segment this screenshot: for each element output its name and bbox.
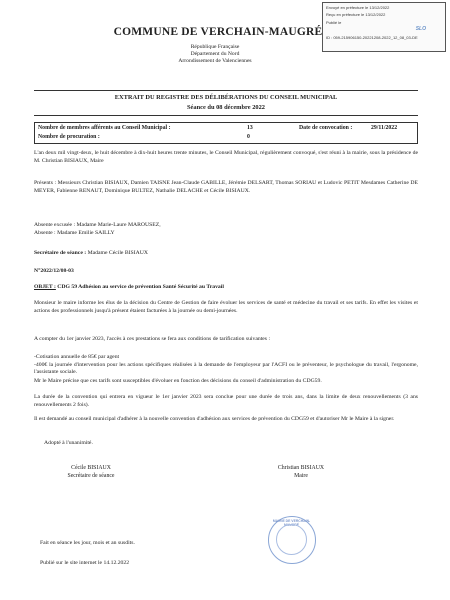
presents-paragraph [34,180,418,195]
secretaire-line [34,250,418,258]
excuse-label: Absente excusée : [34,222,76,228]
convocation-label: Date de convocation : [299,125,353,131]
body-paragraph-2: A compter du 1er janvier 2023, l'accès à ces prestations se fera aux conditions de tarification suivantes : [34,336,271,342]
objet-label: OBJET : [34,284,56,290]
mayor-name: Christian BISIAUX [277,465,325,471]
excuse-text: Madame Marie-Laure MAROUSEZ, [76,222,161,228]
absente-label: Absente : [34,230,56,236]
stamp-line: Reçu en préfecture le 13/12/2022 [326,12,386,18]
procuration-label: Nombre de procuration : [38,134,100,140]
absente-text: Madame Emilie SAILLY [57,230,115,236]
body-paragraph-1: Monsieur le maire informe les élus de la décision du Centre de Gestion de faire évoluer les services de santé et médecine du travail et ses tarifs. En effet les visites et actions des professionnels jusqu'à présent étaient facturées à la journée ou demi-journées. [34,300,418,314]
absente [34,230,418,238]
commune-title: COMMUNE DE VERCHAIN-MAUGRÉ [113,26,323,38]
afferents-value: 13 [247,125,253,131]
body-paragraph-6: Il est demandé au conseil municipal d'adhérer à la nouvelle convention d'adhésion aux services de prévention du CDG59 et d'autoriser Mr le Maire à la signer. [34,416,395,422]
stamp-logo: SLO [415,26,426,33]
members-box [34,122,418,144]
presents-text: Messieurs Christian BISIAUX, Damien TAISNE Jean-Claude GABILLE, Jérémie DELSART, Thomas SORIAU et Ludovic PETIT Mesdames Catherine DE MEYER, Fabienne RENAUT, Dominique BULTEZ, Nathalie DELACHE et Cécile BISIAUX. [34,180,418,194]
mayor-role: Maire [294,473,308,479]
stamp-line: Publié le [326,19,342,25]
stamp-line: Envoyé en préfecture le 13/12/2022 [326,5,390,10]
objet-line [34,284,418,292]
header-line: Arrondissement de Valenciennes [178,58,252,64]
body-paragraph-5: La durée de la convention qui entrera en vigueur le 1er janvier 2023 sera conclue pour une durée de trois ans, dans la limite de deux renouvellements (3 ans renouvellements 2 fois). [34,394,418,408]
body-paragraph-3: -Cotisation annuelle de 85€ par agent -400€ la journée d'intervention pour les actions spécifiques réalisées à la demande de l'employeur par l'ACFI ou le préventeur, le psychologue du travail, l'ergonome, l'assistante sociale. [34,354,418,376]
secretaire-text: Madame Cécile BISIAUX [87,250,148,256]
adoption-line: Adopté à l'unanimité. [44,440,93,446]
absente-excusee [34,222,418,230]
extrait-line2: Séance du 08 décembre 2022 [187,104,265,111]
secretaire-label: Secrétaire de séance : [34,250,87,256]
intro-paragraph: L'an deux mil vingt-deux, le huit décembre à dix-huit heures trente minutes, le Conseil Municipal, régulièrement convoqué, s'est réuni à la mairie, sous la présidence de M. Christian BISIAUX, Maire [34,150,418,164]
secretary-name: Cécile BISIAUX [71,465,111,471]
procuration-value: 0 [247,134,250,140]
extrait-heading [34,90,418,116]
deliberation-number: N°2022/12/08-03 [34,268,74,274]
fait-en-seance: Fait en séance les jour, mois et an susdits. [40,540,135,546]
header-line: Département du Nord [190,51,240,57]
body-paragraph-4: Mr le Maire précise que ces tarifs sont susceptibles d'évoluer en fonction des décisions du conseil d'administration du CDG59. [34,378,322,384]
afferents-label: Nombre de membres afférents au Conseil Municipal : [38,125,171,131]
mayor-signature-block [256,464,346,480]
presents-label: Présents : [34,180,57,186]
seal-text: MAIRIE DE VERCHAIN-MAUGRÉ [272,519,311,527]
secretary-signature-block [46,464,136,480]
stamp-line: ID : 059-215906150-20221208-2022_12_08_03-DE [326,34,418,40]
seal-inner-ring [276,524,307,555]
convocation-value: 29/11/2022 [371,125,398,131]
header-line: République Française [190,44,240,50]
extrait-line1: EXTRAIT DU REGISTRE DES DÉLIBÉRATIONS DU CONSEIL MUNICIPAL [114,94,338,101]
objet-text: CDG 59 Adhésion au service de prévention Santé Sécurité au Travail [57,284,224,290]
secretary-role: Secrétaire de séance [67,473,115,479]
publication-line: Publié sur le site internet le 14.12.2022 [40,560,130,566]
